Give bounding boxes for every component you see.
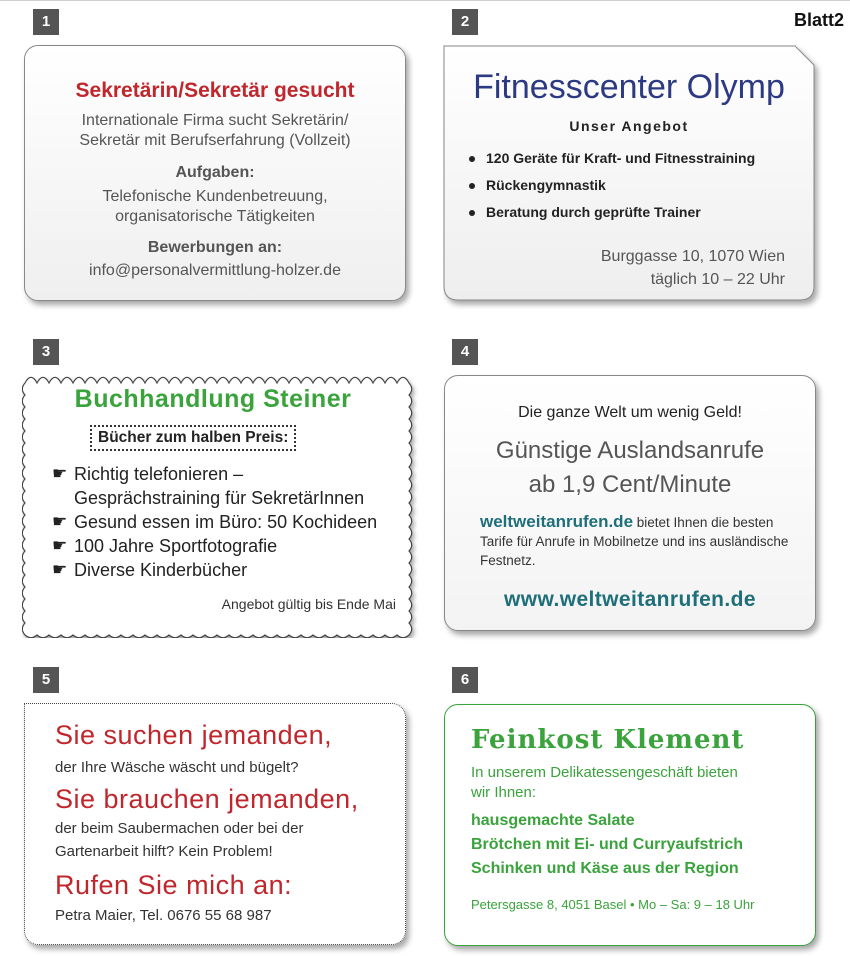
apply-email: info@personalvermittlung-holzer.de (89, 262, 341, 279)
ad-card-secretary (24, 45, 406, 301)
ad-headline: Günstige Auslandsanrufe ab 1,9 Cent/Minute (495, 437, 765, 498)
ad-headline-3: Rufen Sie mich an: (55, 870, 293, 900)
list-item: 120 Geräte für Kraft- und Fitnesstraining (469, 145, 755, 172)
pointing-hand-icon: ☛ (52, 512, 68, 531)
ad-card-fitness (443, 45, 815, 301)
brand-name: weltweitanrufen.de (480, 512, 634, 531)
apply-heading: Bewerbungen an: (147, 239, 283, 256)
validity-note: Angebot gültig bis Ende Mai (221, 596, 396, 612)
ad-intro: Internationale Firma sucht Sekretärin/ Sekretär mit Berufserfahrung (Vollzeit) (79, 112, 351, 149)
card-number-1: 1 (33, 9, 59, 35)
tasks-text: Telefonische Kundenbetreuung, organisatorische Tätigkeiten (102, 188, 328, 225)
pointing-hand-icon: ☛ (52, 464, 68, 483)
bullet-icon (469, 183, 475, 189)
ad-text-2: der beim Saubermachen oder bei der Gartenarbeit hilft? Kein Problem! (55, 820, 304, 860)
top-rule (0, 0, 850, 1)
ad-subtitle: Unser Angebot (569, 118, 689, 134)
list-item: ☛ Diverse Kinderbücher (52, 560, 248, 580)
list-item: Beratung durch geprüfte Trainer (469, 199, 755, 226)
ad-text-1: der Ihre Wäsche wäscht und bügelt? (55, 759, 299, 776)
ad-footer: Petersgasse 8, 4051 Basel • Mo – Sa: 9 – 18 Uhr (471, 897, 755, 912)
ad-card-housekeeping (24, 703, 406, 945)
ad-card-delicatessen (444, 704, 816, 946)
ad-title: Buchhandlung Steiner (74, 385, 352, 413)
card-number-5: 5 (33, 667, 59, 693)
ad-title: Sekretärin/Sekretär gesucht (75, 79, 355, 102)
offer-list (469, 145, 755, 226)
book-list (52, 462, 377, 582)
ad-slogan: Die ganze Welt um wenig Geld! (518, 404, 742, 421)
bullet-icon (469, 156, 475, 162)
ad-contact: Petra Maier, Tel. 0676 55 68 987 (55, 907, 272, 924)
ad-title: Fitnesscenter Olymp (473, 68, 785, 106)
opening-hours: täglich 10 – 22 Uhr (650, 271, 785, 288)
ad-title: Feinkost Klement (471, 725, 745, 755)
ad-headline-1: Sie suchen jemanden, (55, 720, 333, 750)
list-item: Brötchen mit Ei- und Curryaufstrich (471, 836, 744, 853)
card-number-2: 2 (452, 9, 478, 35)
card-number-4: 4 (452, 339, 478, 365)
ad-intro: In unserem Delikatessengeschäft bieten wir Ihnen: (471, 764, 738, 801)
offer-heading: Bücher zum halben Preis: (90, 425, 296, 451)
product-list (471, 809, 743, 881)
pointing-hand-icon: ☛ (52, 536, 68, 555)
ad-text: weltweitanrufen.de bietet Ihnen die besten Tarife für Anrufe in Mobilnetze und ins ausländische Festnetz. (480, 512, 789, 568)
ad-card-calls (444, 375, 816, 631)
bullet-icon (469, 210, 475, 216)
ad-headline-2: Sie brauchen jemanden, (55, 784, 359, 814)
list-item: Schinken und Käse aus der Region (471, 860, 739, 877)
list-item: hausgemachte Salate (471, 812, 635, 829)
list-item: ☛ Gesund essen im Büro: 50 Kochideen (52, 512, 378, 532)
list-item: ☛ Richtig telefonieren – Gesprächstraining für SekretärInnen (52, 464, 365, 508)
pointing-hand-icon: ☛ (52, 560, 68, 579)
ad-url: www.weltweitanrufen.de (504, 588, 756, 611)
address-block (601, 245, 785, 291)
sheet-label: Blatt2 (793, 10, 844, 30)
list-item: ☛ 100 Jahre Sportfotografie (52, 536, 278, 556)
ad-card-bookshop (22, 374, 414, 630)
card-number-6: 6 (452, 667, 478, 693)
card-number-3: 3 (33, 339, 59, 365)
tasks-heading: Aufgaben: (175, 164, 255, 181)
list-item: Rückengymnastik (469, 172, 755, 199)
address: Burggasse 10, 1070 Wien (600, 248, 785, 265)
